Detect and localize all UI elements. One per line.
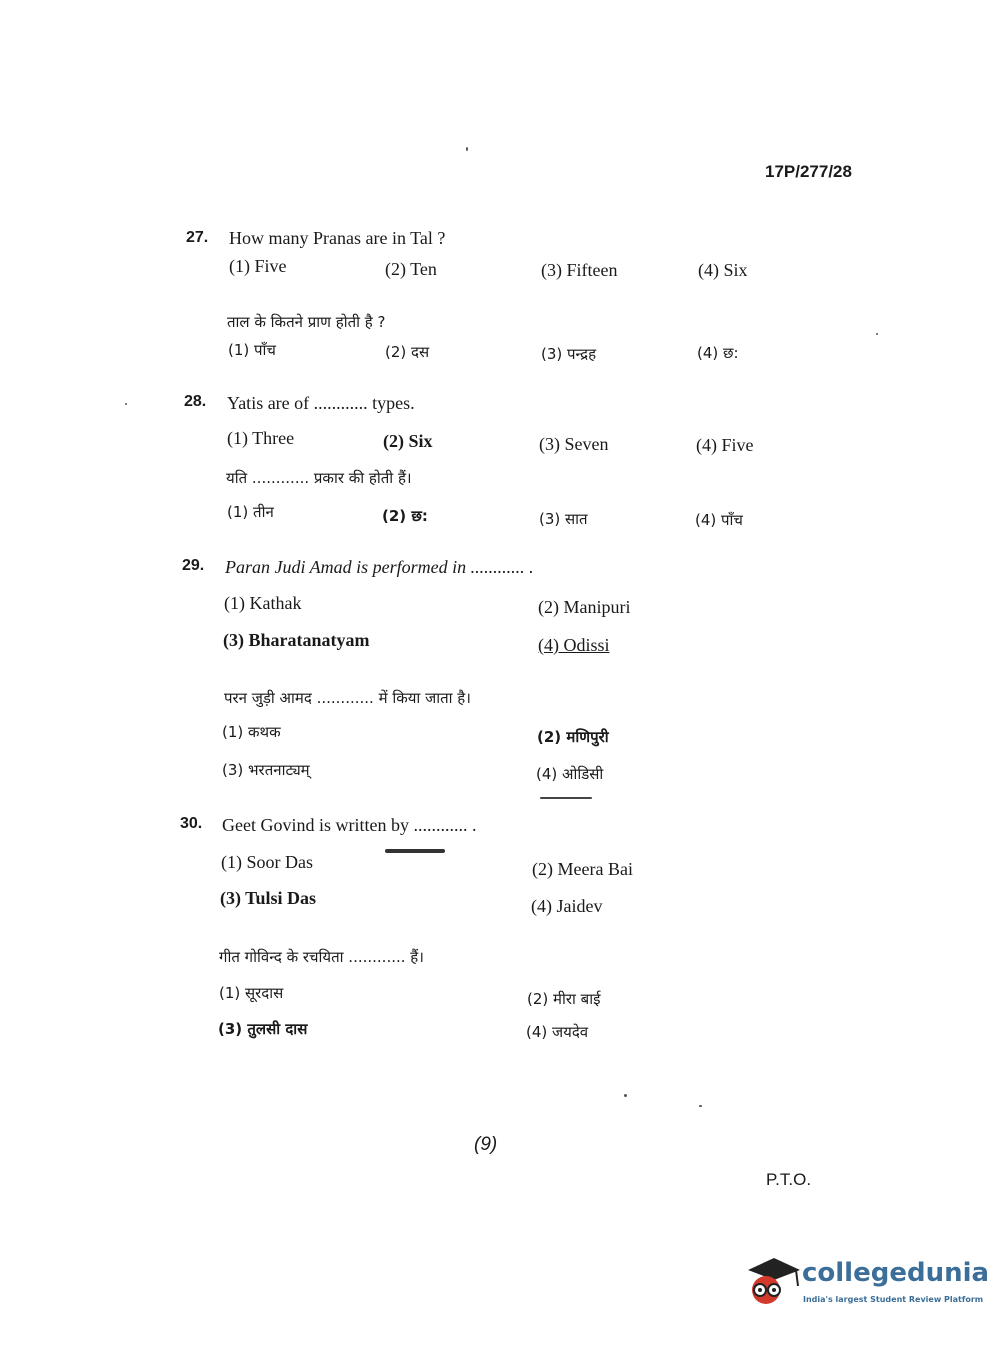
option: (3) तुलसी दास [218, 1020, 308, 1038]
option: (2) Ten [385, 259, 437, 279]
option: (4) छ: [697, 344, 739, 362]
option: (1) Three [227, 428, 295, 448]
option: (3) Seven [539, 434, 609, 454]
option: (1) तीन [227, 503, 274, 521]
scan-smudge [385, 849, 445, 853]
option: (1) Kathak [224, 593, 302, 613]
option: (2) छ: [382, 507, 428, 525]
collegedunia-watermark [742, 1250, 990, 1312]
question-text-en: How many Pranas are in Tal ? [229, 228, 446, 248]
option: (4) Jaidev [531, 896, 603, 916]
question-text-hi: गीत गोविन्द के रचयिता ............ हैं। [219, 948, 424, 966]
question-text-en: Geet Govind is written by ............ . [222, 815, 477, 835]
option: (3) Tulsi Das [220, 888, 317, 908]
option: (4) Six [698, 260, 748, 280]
question-text-hi: यति ............ प्रकार की होती हैं। [226, 469, 412, 487]
question-number: 29. [182, 557, 205, 574]
brand-tagline: India's largest Student Review Platform [803, 1295, 984, 1304]
option: (2) दस [385, 343, 430, 361]
question-text-en: Yatis are of ............ types. [227, 393, 415, 413]
scan-speck [699, 1105, 702, 1107]
option: (3) Fifteen [541, 260, 618, 280]
option: (1) Soor Das [221, 852, 313, 872]
scan-speck [125, 403, 127, 405]
option: (3) Bharatanatyam [223, 630, 370, 650]
option: (3) भरतनाट्यम् [222, 761, 310, 779]
option: (3) सात [539, 510, 588, 528]
option: (2) Manipuri [538, 597, 631, 617]
scan-speck [876, 333, 878, 335]
option: (2) मीरा बाई [527, 990, 601, 1008]
pto-label: P.T.O. [766, 1170, 812, 1189]
brand-name: collegedunia [802, 1258, 990, 1288]
option: (4) जयदेव [526, 1023, 589, 1041]
page-number: (9) [474, 1134, 498, 1155]
option: (1) सूरदास [219, 984, 284, 1002]
option: (2) Six [383, 431, 433, 451]
option: (1) पाँच [228, 341, 276, 359]
option: (1) Five [229, 256, 287, 276]
paper-code: 17P/277/28 [765, 162, 852, 181]
scan-smudge [540, 797, 592, 799]
question-text-hi: ताल के कितने प्राण होती है ? [227, 313, 386, 331]
question-text-hi: परन जुड़ी आमद ............ में किया जाता है। [224, 689, 471, 707]
mascot-icon [742, 1250, 802, 1310]
scan-speck [466, 147, 468, 151]
question-text-en: Paran Judi Amad is performed in ............ . [225, 557, 534, 577]
option: (4) ओडिसी [536, 765, 604, 783]
question-number: 27. [186, 229, 209, 246]
question-number: 28. [184, 393, 207, 410]
option: (2) Meera Bai [532, 859, 633, 879]
option: (1) कथक [222, 723, 281, 741]
option: (2) मणिपुरी [537, 728, 609, 746]
option: (4) Five [696, 435, 754, 455]
option: (4) Odissi [538, 635, 610, 655]
option: (4) पाँच [695, 511, 743, 529]
question-number: 30. [180, 815, 203, 832]
scan-speck [624, 1094, 627, 1097]
option: (3) पन्द्रह [541, 345, 597, 363]
